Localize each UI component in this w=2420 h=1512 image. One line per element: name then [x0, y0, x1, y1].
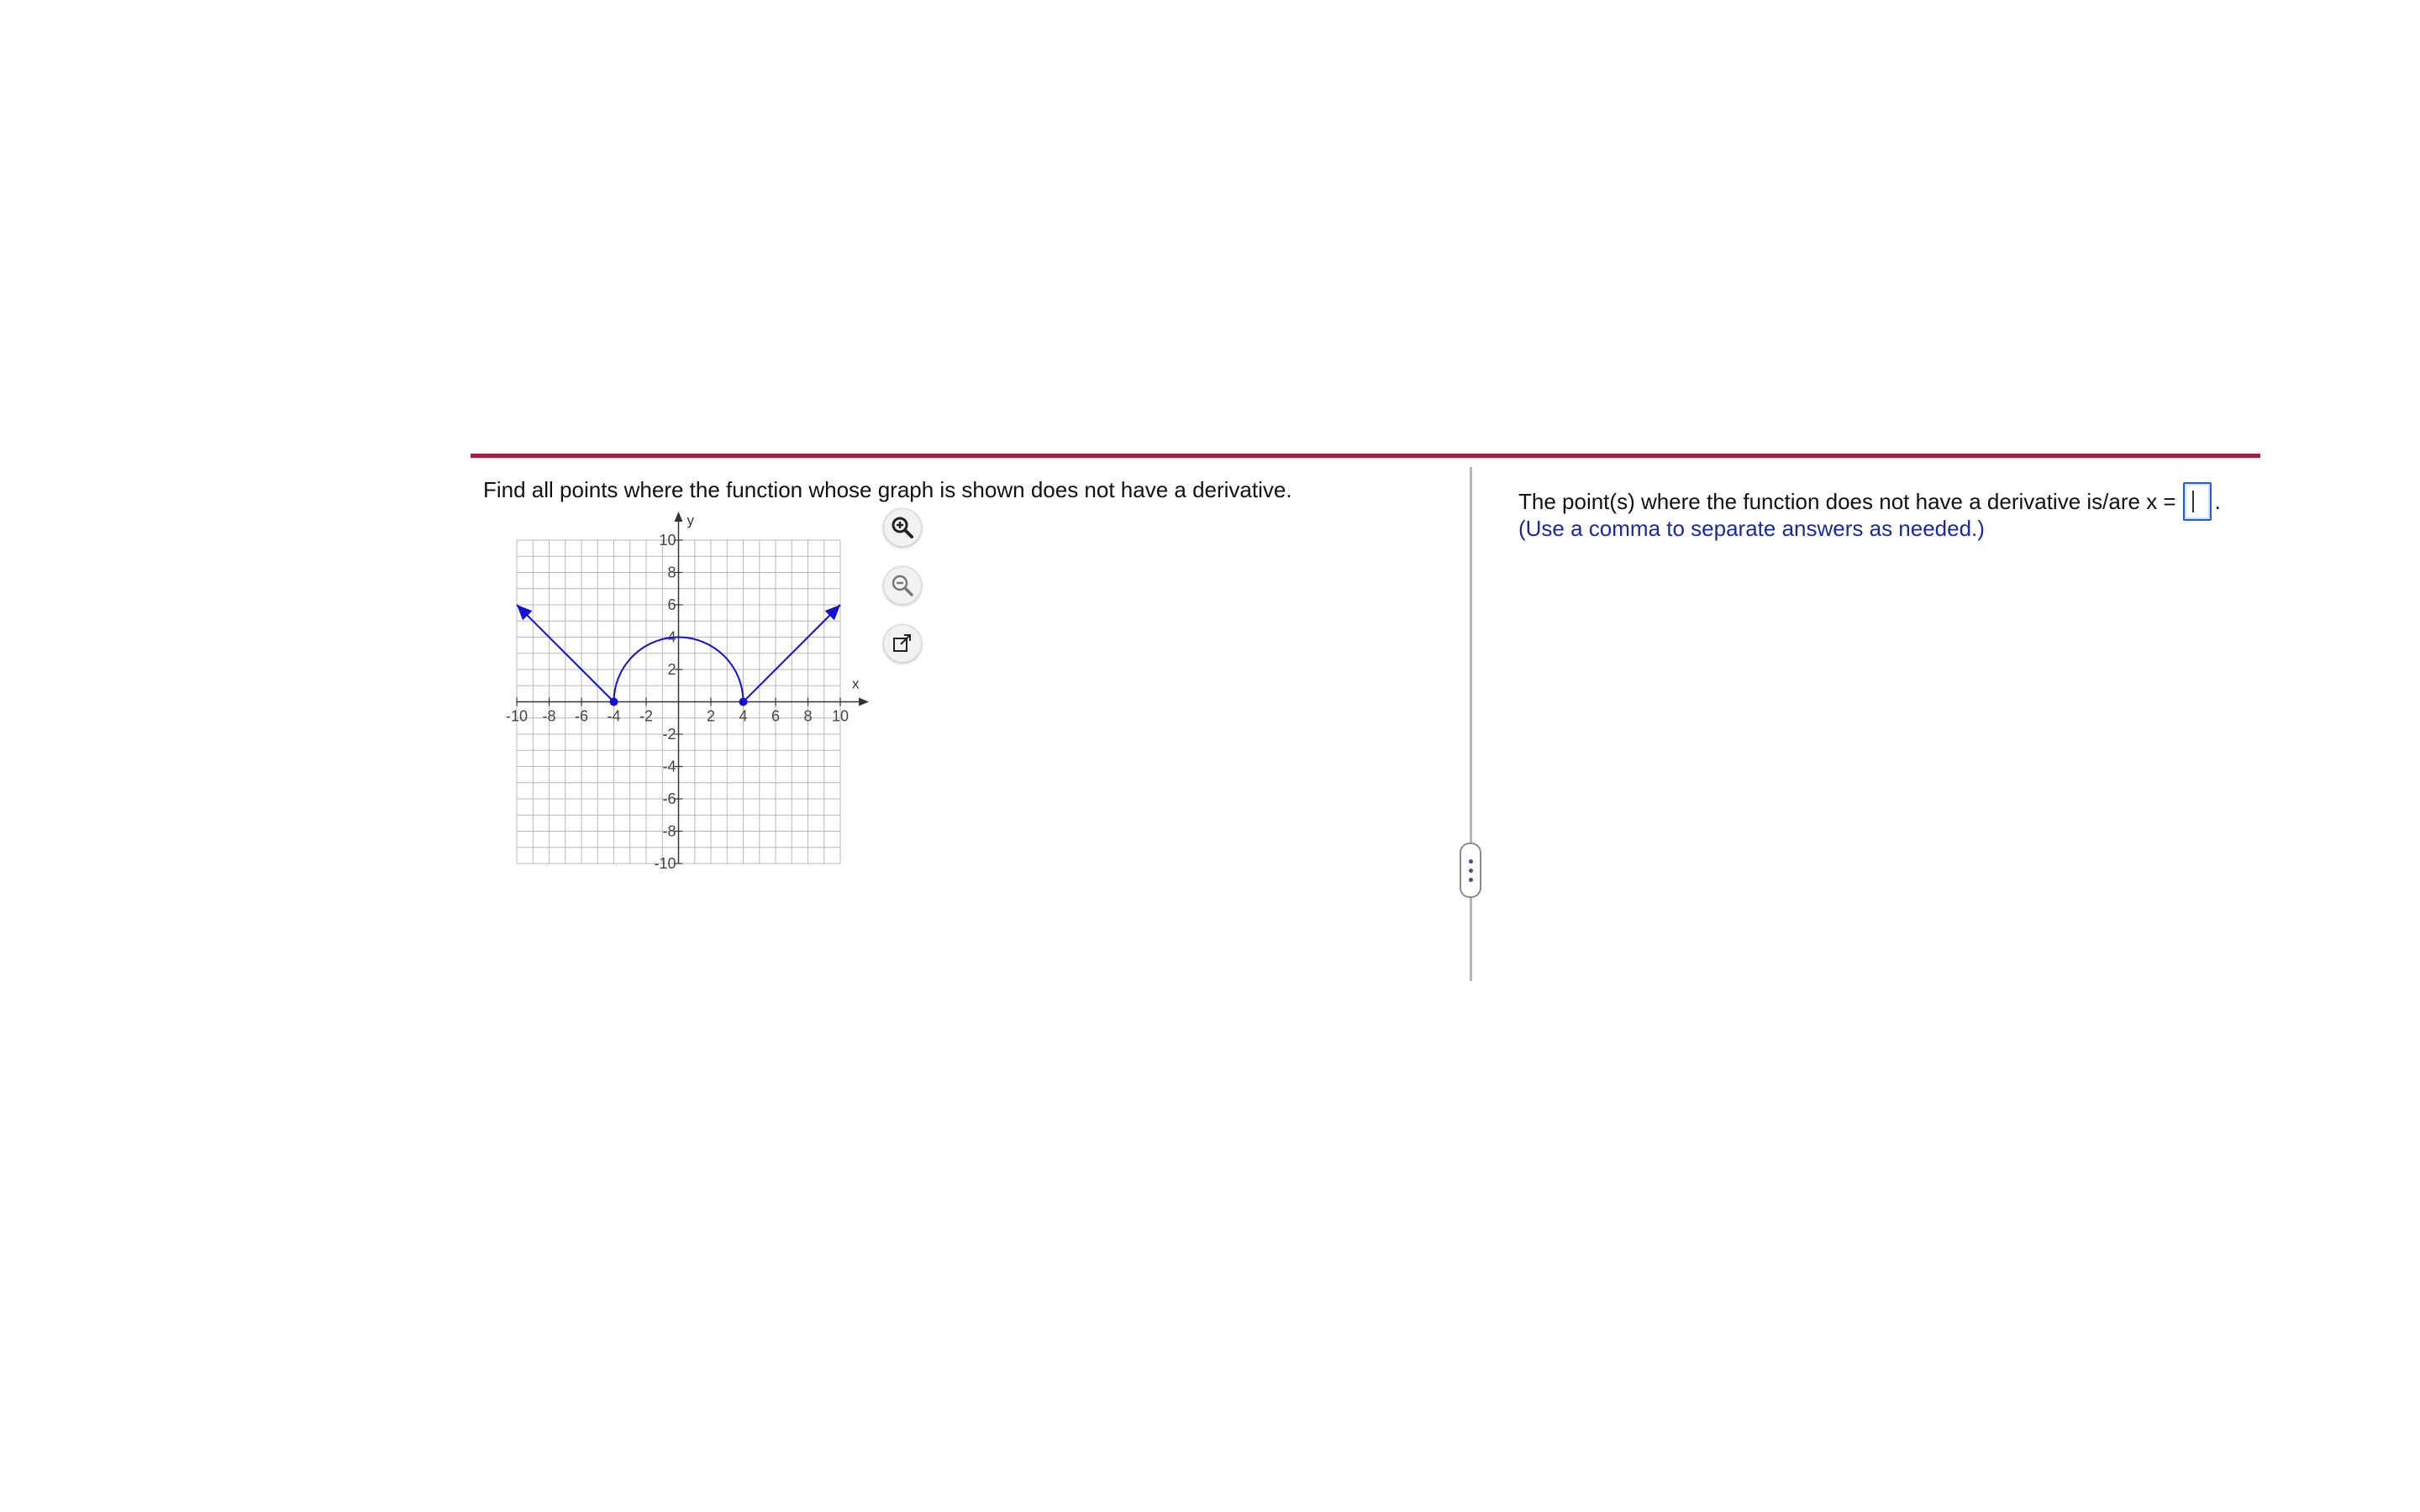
answer-hint: (Use a comma to separate answers as needed.)	[1518, 516, 1985, 541]
x-tick-label: -10	[505, 707, 529, 725]
question-prompt: Find all points where the function whose graph is shown does not have a derivative.	[483, 477, 1292, 502]
x-tick-label: 2	[706, 707, 716, 725]
x-tick-label: -6	[574, 707, 589, 725]
zoom-out-button[interactable]	[883, 566, 922, 605]
function-graph	[496, 507, 874, 876]
top-rule	[471, 454, 2260, 458]
x-tick-label: -4	[607, 707, 621, 725]
x-axis-label: x	[852, 675, 860, 692]
x-tick-label: 10	[831, 707, 850, 725]
y-tick-label: -8	[662, 822, 676, 840]
x-tick-label: -2	[639, 707, 654, 725]
y-tick-label: -2	[662, 726, 676, 743]
y-axis-label: y	[687, 512, 694, 528]
zoom-out-icon	[890, 573, 915, 598]
divider-drag-handle[interactable]	[1460, 843, 1481, 898]
answer-prefix: The point(s) where the function does not have a derivative is/are x =	[1518, 488, 2176, 514]
y-tick-label: -4	[662, 758, 676, 775]
y-tick-label: 8	[667, 564, 676, 581]
y-axis-arrow	[675, 512, 683, 522]
answer-input[interactable]	[2183, 482, 2212, 521]
x-tick-label: -8	[542, 707, 556, 725]
panel-divider	[1470, 467, 1472, 981]
x-tick-label: 4	[739, 707, 748, 725]
y-tick-label: -10	[654, 855, 676, 872]
popout-button[interactable]	[883, 624, 922, 663]
y-tick-label: -6	[662, 790, 676, 807]
y-tick-label: 2	[667, 661, 676, 678]
x-axis-arrow	[859, 698, 869, 706]
x-tick-label: 8	[803, 707, 813, 725]
graph-point	[610, 698, 618, 706]
zoom-in-button[interactable]	[883, 508, 922, 547]
y-tick-label: 4	[667, 628, 676, 646]
popout-icon	[890, 631, 915, 656]
y-tick-label: 6	[667, 596, 676, 613]
x-tick-label: 6	[771, 707, 781, 725]
answer-suffix: .	[2214, 488, 2221, 514]
y-tick-label: 10	[659, 532, 676, 549]
zoom-in-icon	[890, 515, 915, 540]
graph-axes	[517, 512, 869, 864]
graph-point	[739, 698, 748, 706]
